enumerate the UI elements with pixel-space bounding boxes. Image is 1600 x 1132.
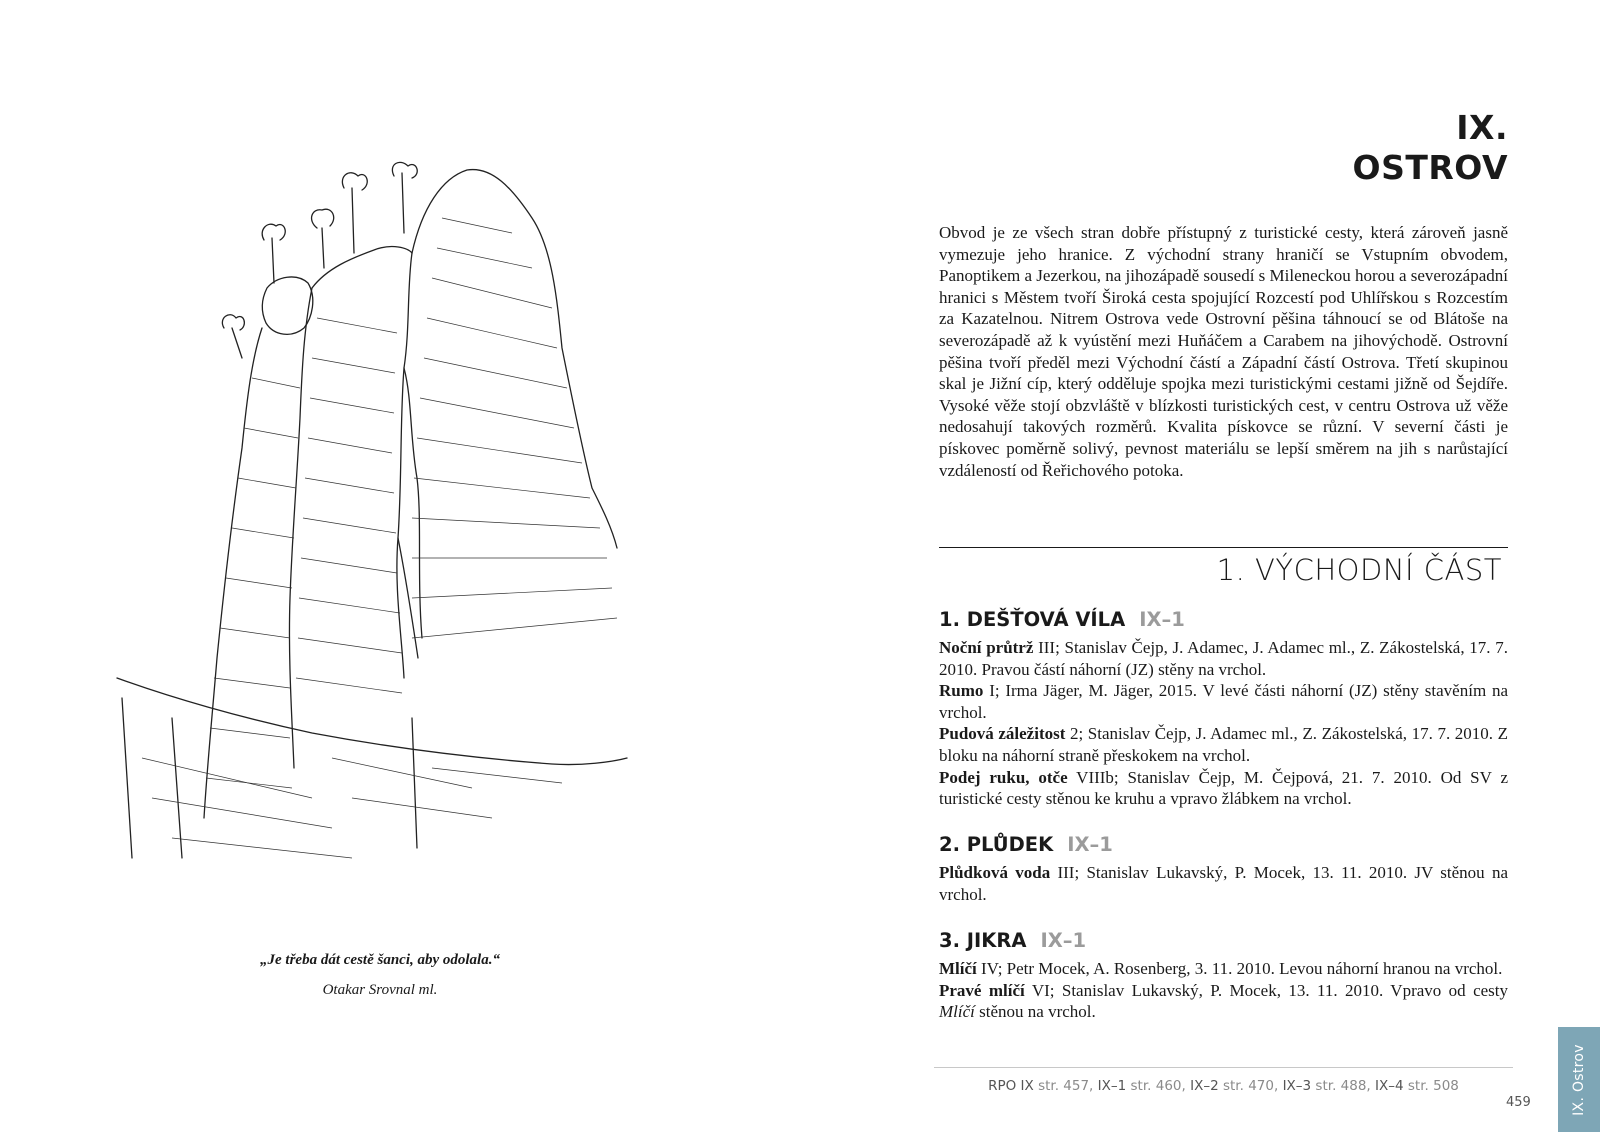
- ref-key: IX–2: [1190, 1078, 1219, 1094]
- epigraph-quote: „Je třeba dát cestě šanci, aby odolala.“: [260, 952, 500, 968]
- rock-name: 2. PLŮDEK: [939, 833, 1054, 856]
- route-description: 2; Stanislav Čejp, J. Adamec ml., Z. Zákostelská, 17. 7. 2010. Z bloku na náhorní straně přeskokem na vrchol.: [939, 724, 1508, 765]
- footer-divider: [934, 1067, 1513, 1068]
- rock-map-code: IX–1: [1067, 833, 1113, 856]
- ref-page: str. 460,: [1126, 1078, 1191, 1094]
- route-entry: [939, 723, 1508, 766]
- route-name: Noční průtrž: [939, 638, 1034, 657]
- ref-page: str. 508: [1403, 1078, 1459, 1094]
- rock-heading: [939, 928, 1508, 958]
- route-entry: [939, 862, 1508, 905]
- route-description: III; Stanislav Lukavský, P. Mocek, 13. 11. 2010. JV stěnou na vrchol.: [939, 863, 1508, 904]
- route-description-tail: stěnou na vrchol.: [974, 1002, 1096, 1022]
- rock-tower-illustration: [112, 158, 632, 878]
- route-reference: Mlíčí: [939, 1002, 975, 1022]
- rock-entry: [939, 607, 1508, 810]
- page-number: 459: [1506, 1095, 1531, 1110]
- rock-map-code: IX–1: [1040, 929, 1087, 952]
- rock-map-code: IX–1: [1139, 608, 1185, 631]
- route-entry: [939, 767, 1508, 810]
- route-entry: [939, 980, 1508, 1023]
- rock-entry: [939, 928, 1508, 1023]
- rock-heading: [939, 832, 1508, 862]
- route-description: VI; Stanislav Lukavský, P. Mocek, 13. 11. 2010. Vpravo od cesty: [1024, 980, 1509, 1000]
- ref-key: IX–4: [1375, 1078, 1404, 1094]
- route-name: Pravé mlíčí: [939, 980, 1025, 1000]
- route-description: IV; Petr Mocek, A. Rosenberg, 3. 11. 2010. Levou náhorní hranou na vrchol.: [976, 959, 1503, 978]
- ref-page: str. 457,: [1033, 1078, 1098, 1094]
- chapter-side-tab-label: IX. Ostrov: [1571, 1043, 1587, 1116]
- chapter-name: OSTROV: [1352, 148, 1508, 187]
- section-divider: [939, 547, 1508, 548]
- rock-heading: [939, 607, 1508, 637]
- route-name: Plůdková voda: [939, 863, 1051, 882]
- chapter-number: IX.: [1456, 108, 1508, 147]
- route-name: Rumo: [939, 681, 984, 701]
- ref-key: RPO IX: [988, 1078, 1034, 1094]
- route-name: Podej ruku, otče: [939, 767, 1068, 787]
- ref-key: IX–3: [1282, 1078, 1312, 1094]
- route-description: I; Irma Jäger, M. Jäger, 2015. V levé části náhorní (JZ) stěny stavěním na vrchol.: [939, 681, 1508, 722]
- ref-page: str. 470,: [1218, 1078, 1283, 1094]
- route-entry: [939, 680, 1508, 723]
- rock-entry: [939, 832, 1508, 905]
- chapter-side-tab: [1558, 1027, 1600, 1132]
- rock-name: 3. JIKRA: [939, 929, 1027, 952]
- intro-paragraph: Obvod je ze všech stran dobře přístupný z turistické cesty, která zároveň jasně vymezuje jeho hranice. Z východní strany hraničí se Vstupním obvodem, Panoptikem a Jezerkou, na jihozápadě sousedí s Mileneckou horou a severozápadní hranici s Městem tvoří Široká cesta spojující Rozcestí pod Uhlířskou s Rozcestím za Kazatelnou. Nitrem Ostrova vede Ostrovní pěšina táhnoucí se od Blátoše na severozápadě až k vyústění mezi Huňáčem a Carabem na jihovýchodě. Ostrovní pěšina tvoří předěl mezi Východní částí a Západní částí Ostrova. Třetí skupinou skal je Jižní cíp, který odděluje spojka mezi turistickými cestami jižně od Šejdíře. Vysoké věže stojí obzvláště v blízkosti turistických cest, v centru Ostrova už věže nedosahují takových rozměrů. Kvalita pískovce se různí. V severní části je pískovec poměrně solivý, pevnost materiálu se lepší směrem na jih s narůstající vzdáleností od Řeřichového potoka.: [939, 223, 1508, 480]
- ref-page: str. 488,: [1311, 1078, 1376, 1094]
- route-name: Mlíčí: [939, 959, 977, 978]
- epigraph-author: Otakar Srovnal ml.: [322, 982, 438, 998]
- ref-key: IX–1: [1097, 1078, 1127, 1094]
- route-entry: [939, 958, 1508, 980]
- route-description: VIIIb; Stanislav Čejp, M. Čejpová, 21. 7. 2010. Od SV z turistické cesty stěnou ke kruhu a vpravo žlábkem na vrchol.: [939, 767, 1508, 809]
- route-name: Pudová záležitost: [939, 724, 1066, 744]
- route-entry: [939, 637, 1508, 680]
- route-description: III; Stanislav Čejp, J. Adamec, J. Adamec ml., Z. Zákostelská, 17. 7. 2010. Pravou částí náhorní (JZ) stěny na vrchol.: [939, 638, 1508, 679]
- section-title: 1. VÝCHODNÍ ČÁST: [1216, 553, 1502, 587]
- map-page-references: [934, 1078, 1513, 1094]
- rock-name: 1. DEŠŤOVÁ VÍLA: [939, 608, 1126, 631]
